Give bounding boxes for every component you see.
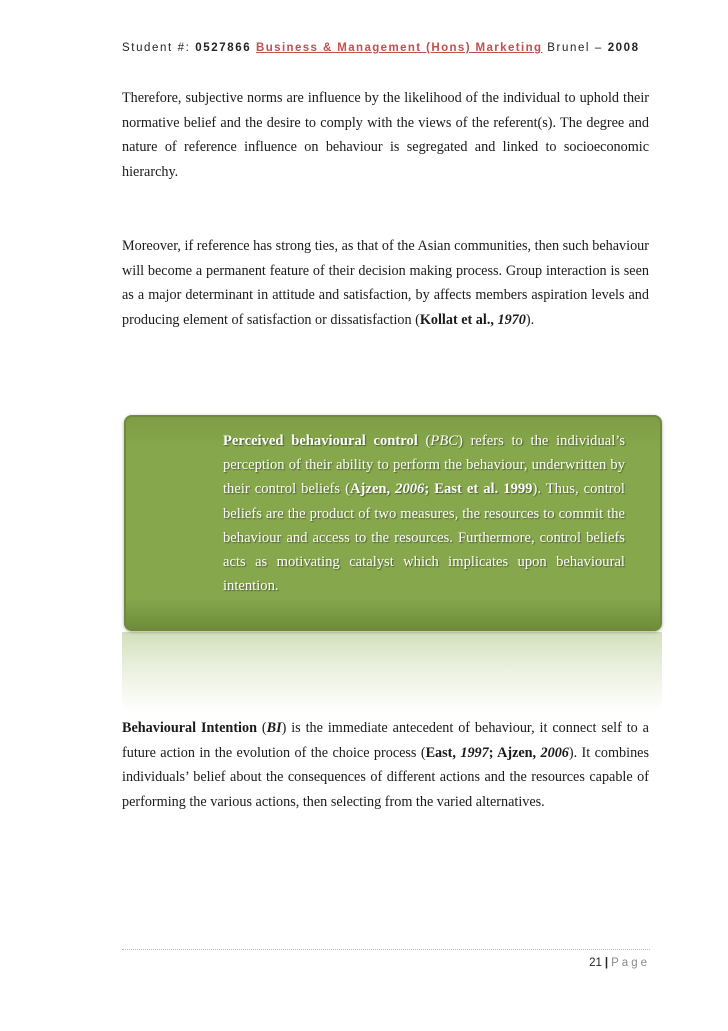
university-name: Brunel – [547,42,608,54]
page-footer [589,957,650,969]
citation-year: 1970 [497,311,526,328]
callout-abbr: PBC [430,433,458,449]
page-number: 21 [589,957,602,969]
student-number: 0527866 [195,42,252,54]
bi-term: Behavioural Intention [122,720,257,736]
bi-text-2: ). It combines individuals’ belief about the consequences of different actions and the resources capable of performing the various actions, then selecting from the varied alternatives. [122,744,649,810]
bi-citation-2-author: Ajzen, [497,744,541,761]
citation-author: Kollat et al., [419,311,494,328]
bi-abbr: BI [266,720,282,736]
callout-citation-2: East et al. 1999 [434,481,533,498]
bi-paren: ( [256,720,267,736]
paragraph-subjective-norms: Therefore, subjective norms are influence by the likelihood of the individual to uphold their normative belief and the desire to comply with the views of the referent(s). The degree and nature of reference influence on behaviour is segregated and linked to socioeconomic hierarchy. [122,90,649,180]
paragraph-tail: ). [525,311,535,328]
student-label: Student #: [122,42,196,54]
footer-separator: | [604,957,609,969]
page-header [122,42,640,54]
bi-citation-1-author: East, [425,744,461,761]
paragraph-behavioural-intention [122,716,649,814]
paragraph-text: Moreover, if reference has strong ties, as that of the Asian communities, then such behaviour will become a permanent feature of their decision making process. Group interaction is seen as a major determinant in attitude and satisfaction, by affects members aspiration levels and producing element of satisfaction or dissatisfaction ( [122,238,649,328]
callout-text-1: ) refers to the individual’s perception of their ability to perform the behaviour, underwritten by their control beliefs ( [223,433,626,498]
callout-reflection [122,632,662,712]
header-year: 2008 [607,42,640,54]
bi-text-1: ) is the immediate antecedent of behaviour, it connect self to a future action in the evolution of the choice process ( [122,720,649,761]
callout-box-pbc [124,415,662,631]
footer-divider [122,949,650,950]
bi-citation-2-year: 2006 [540,744,569,761]
callout-paren: ( [417,433,431,449]
paragraph-reference-ties [122,234,649,332]
callout-citation-year: 2006 [395,481,425,498]
bi-citation-sep: ; [488,744,498,761]
callout-text [223,429,625,598]
callout-citation-sep: ; [424,481,435,498]
page-word: Page [611,957,650,969]
programme-title: Business & Management (Hons) Marketing [256,42,543,54]
callout-text-2: ). Thus, control beliefs are the product of two measures, the resources to commit the behaviour and access to the resources. Furthermore, control beliefs acts as motivating catalyst which implicates upon behavioural intention. [223,481,625,595]
callout-term: Perceived behavioural control [223,433,418,449]
bi-citation-1-year: 1997 [460,744,489,761]
callout-citation-author: Ajzen, [349,481,396,498]
